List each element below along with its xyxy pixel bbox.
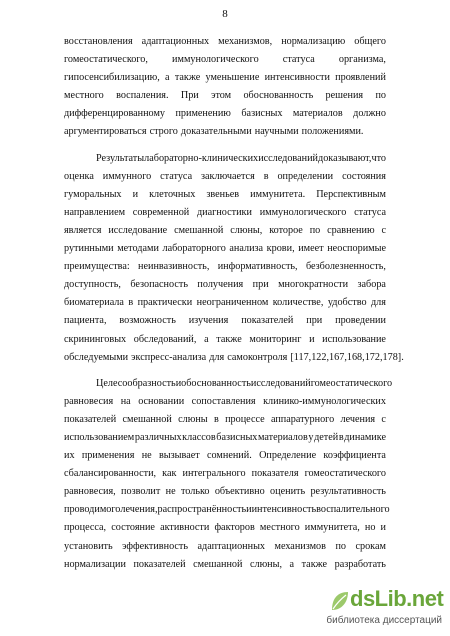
word: При <box>180 90 199 102</box>
word: для <box>370 297 386 309</box>
word: местного <box>259 522 300 534</box>
word: активности <box>160 522 210 534</box>
word: сбалансированности, <box>64 468 157 480</box>
word: показателей <box>133 558 186 570</box>
word: объективно <box>214 486 265 498</box>
word: а <box>204 333 209 345</box>
text-line <box>64 429 386 447</box>
word: и <box>309 333 315 345</box>
text-line <box>64 51 386 69</box>
word: безопасность <box>130 279 188 291</box>
word: заключается <box>201 170 255 182</box>
text-line <box>64 240 386 258</box>
word: воспаления. <box>116 90 169 102</box>
word: интегрального <box>182 468 246 480</box>
word: исследований <box>258 152 318 164</box>
word: является <box>64 224 102 236</box>
word: решения <box>325 90 364 102</box>
word: местного <box>64 90 104 102</box>
word: использованием <box>64 431 135 443</box>
word: базисных <box>241 108 283 120</box>
word: сравнению <box>327 224 375 236</box>
text-line <box>64 411 386 429</box>
word: состояние <box>111 522 155 534</box>
word: для <box>209 351 225 363</box>
word: использование <box>322 333 386 345</box>
word: и <box>132 188 139 200</box>
word: в <box>338 431 344 443</box>
text-line <box>64 349 404 367</box>
word: обоснованность <box>181 377 251 389</box>
word: а <box>165 72 170 84</box>
word: исследование <box>108 224 168 236</box>
word: равновесия <box>64 395 114 407</box>
word: слюны, <box>249 558 283 570</box>
word: неоспоримые <box>327 243 386 255</box>
word: основании <box>138 395 185 407</box>
word: получения <box>197 279 244 291</box>
word: имеет <box>298 243 324 255</box>
word: иммунитета, <box>304 522 360 534</box>
word: экспресс-анализа <box>131 351 207 363</box>
text-line <box>64 483 386 501</box>
word: с <box>381 413 386 425</box>
word: анализа <box>229 243 264 255</box>
word: информативность, <box>217 261 298 273</box>
word: коэффициента <box>323 450 386 462</box>
word: скрининговых <box>64 333 127 345</box>
word: неинвазивность, <box>138 261 210 273</box>
word: иммунитета. <box>250 188 306 200</box>
word: лабораторно-клинических <box>144 152 259 164</box>
word: возможность <box>119 315 176 327</box>
word: практически <box>137 297 193 309</box>
word: с <box>381 224 386 236</box>
word: при <box>252 279 269 291</box>
word: состояния <box>342 170 386 182</box>
word: в <box>213 413 219 425</box>
text-line <box>64 123 386 141</box>
word: аргументироваться <box>64 126 147 138</box>
word: детей <box>314 431 339 443</box>
text-line <box>64 312 386 330</box>
text-line <box>64 87 386 105</box>
dslib-watermark <box>324 586 442 630</box>
word: лечения, <box>120 504 158 516</box>
word: и <box>175 377 182 389</box>
word: гипосенсибилизацию, <box>64 72 160 84</box>
word: разработать <box>334 558 386 570</box>
word: интенсивность <box>251 504 317 516</box>
word: этом <box>211 90 232 102</box>
word: процесса, <box>64 522 107 534</box>
word: факторов <box>214 522 255 534</box>
text-line <box>64 258 386 276</box>
word: проявлений <box>335 72 386 84</box>
word: организма, <box>338 54 386 66</box>
word: их <box>64 450 75 462</box>
word: статуса <box>160 170 193 182</box>
word: воспалительного <box>316 504 390 516</box>
word: смешанной <box>174 224 224 236</box>
word: лабораторного <box>162 243 226 255</box>
word: слюны, <box>230 224 263 236</box>
word: удобство <box>327 297 367 309</box>
word: гомеостатического <box>310 377 393 389</box>
word: и <box>246 504 252 516</box>
word: классов <box>182 431 216 443</box>
word: не <box>165 486 176 498</box>
text-line <box>64 331 386 349</box>
word: забора <box>357 279 386 291</box>
word: должно <box>353 108 386 120</box>
word: звеньев <box>206 188 240 200</box>
word: также <box>174 72 201 84</box>
word: в <box>128 297 134 309</box>
body-text <box>64 33 404 574</box>
word: доступность, <box>64 279 121 291</box>
word: статуса <box>354 206 386 218</box>
word: методами <box>117 243 159 255</box>
leaf-logo-icon <box>330 590 350 612</box>
word: общего <box>354 36 386 47</box>
word: на <box>120 395 131 407</box>
word: исследований <box>250 377 311 389</box>
word: доказательными <box>180 126 252 138</box>
word: по <box>335 540 346 552</box>
text-line <box>64 69 386 87</box>
text-line <box>64 33 386 51</box>
watermark-subtitle: библиотека диссертаций <box>326 615 442 626</box>
word: современной <box>132 206 190 218</box>
word: мониторинг <box>249 333 302 345</box>
word: положениями. <box>301 126 364 138</box>
word: как <box>162 468 177 480</box>
word: Перспективным <box>316 188 386 200</box>
word: многократности <box>278 279 349 291</box>
word: показателей <box>64 413 117 425</box>
word: [117,122,167,168,172,178]. <box>290 351 404 363</box>
word: преимущества: <box>64 261 130 273</box>
text-line <box>64 186 386 204</box>
word: позволит <box>121 486 161 498</box>
text-line <box>64 204 386 222</box>
text-line <box>64 168 386 186</box>
word: интенсивности <box>264 72 330 84</box>
word: адаптационных <box>141 36 210 47</box>
word: гомеостатического <box>304 468 386 480</box>
word: не <box>141 450 152 462</box>
text-line <box>64 393 386 411</box>
word: нормализации <box>64 558 126 570</box>
word: обоснованность <box>243 90 314 102</box>
word: базисных <box>216 431 258 443</box>
word: пациента, <box>64 315 107 327</box>
word: слюны <box>178 413 208 425</box>
word: неограниченном <box>196 297 269 309</box>
word: и <box>380 522 386 534</box>
word: проведении <box>335 315 386 327</box>
word: самоконтроля <box>227 351 288 363</box>
word: Результаты <box>96 152 145 164</box>
word: материалов <box>258 431 308 443</box>
word: сопоставления <box>191 395 256 407</box>
word: изучения <box>188 315 229 327</box>
text-line <box>64 105 386 123</box>
word: смешанной <box>122 413 172 425</box>
word: что <box>371 152 386 164</box>
word: клинико-иммунологических <box>263 395 386 407</box>
word: научными <box>254 126 299 138</box>
word: также <box>301 558 328 570</box>
word: механизмов, <box>218 36 273 47</box>
word: доказывают, <box>318 152 372 164</box>
word: смешанной <box>193 558 243 570</box>
word: обследований, <box>133 333 197 345</box>
word: статуса <box>282 54 315 66</box>
word: иммунного <box>102 170 152 182</box>
word: гомеостатического, <box>64 54 148 66</box>
page-number: 8 <box>222 8 228 20</box>
word: проводимого <box>64 504 121 516</box>
word: срокам <box>355 540 386 552</box>
word: количестве, <box>272 297 324 309</box>
word: дифференцированному <box>64 108 165 120</box>
word: при <box>306 315 323 327</box>
word: гуморальных <box>64 188 122 200</box>
word: показателей <box>241 315 294 327</box>
word: диагностики <box>197 206 252 218</box>
word: процессе <box>225 413 265 425</box>
word: равновесия, <box>64 486 116 498</box>
word: применению <box>175 108 231 120</box>
word: но <box>364 522 376 534</box>
word: биоматериала <box>64 297 124 309</box>
text-line <box>64 519 386 537</box>
text-line <box>64 556 386 574</box>
word: результативность <box>310 486 386 498</box>
word: восстановления <box>64 36 133 47</box>
word: в <box>263 170 269 182</box>
word: безболезненность, <box>305 261 386 273</box>
word: также <box>216 333 242 345</box>
word: по <box>375 90 386 102</box>
word: применения <box>81 450 135 462</box>
word: иммунологического <box>172 54 259 66</box>
word: оценить <box>270 486 306 498</box>
word: только <box>180 486 210 498</box>
text-line <box>64 465 386 483</box>
text-line <box>64 150 386 168</box>
word: адаптационных <box>197 540 266 552</box>
word: крови, <box>266 243 295 255</box>
word: показателя <box>251 468 299 480</box>
word: у <box>308 431 314 443</box>
word: направлением <box>64 206 126 218</box>
word: Целесообразность <box>96 377 176 389</box>
word: механизмов <box>274 540 326 552</box>
word: определении <box>277 170 334 182</box>
word: аппаратурного <box>270 413 335 425</box>
word: распространённость <box>157 504 247 516</box>
word: материалов <box>292 108 343 120</box>
text-line <box>64 276 386 294</box>
word: иммунологического <box>259 206 347 218</box>
word: Определение <box>259 450 317 462</box>
word: клеточных <box>149 188 196 200</box>
text-line <box>64 294 386 312</box>
word: строго <box>149 126 178 138</box>
word: по <box>309 224 321 236</box>
text-line <box>64 447 386 465</box>
word: лечения <box>340 413 376 425</box>
text-line <box>64 375 393 393</box>
word: эффективность <box>122 540 189 552</box>
word: оценка <box>64 170 94 182</box>
word: установить <box>64 540 113 552</box>
word: рутинными <box>64 243 114 255</box>
word: сомнений. <box>207 450 252 462</box>
word: динамике <box>344 431 386 443</box>
word: различных <box>134 431 182 443</box>
word: которое <box>269 224 303 236</box>
text-line <box>64 222 386 240</box>
word: нормализацию <box>281 36 346 47</box>
word: вызывает <box>159 450 200 462</box>
word: обследуемыми <box>64 351 129 363</box>
text-line <box>64 501 390 519</box>
watermark-brand: dsLib.net <box>350 586 444 611</box>
word: уменьшение <box>205 72 260 84</box>
word: а <box>289 558 295 570</box>
text-line <box>64 538 386 556</box>
